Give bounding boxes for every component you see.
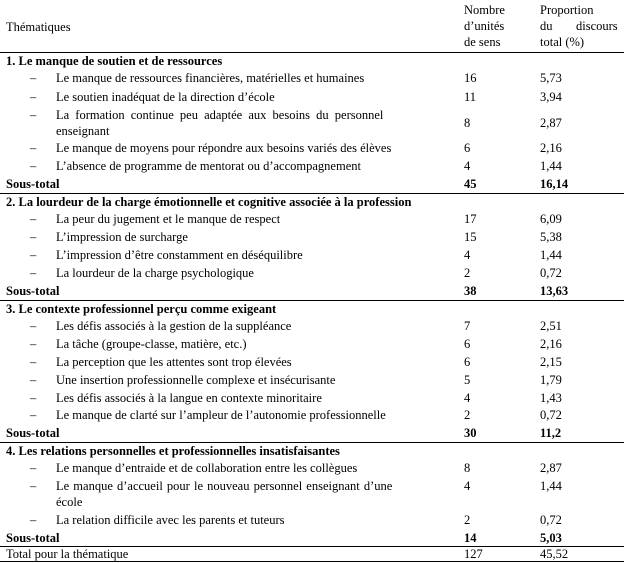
subtotal-count: 30 <box>464 426 477 440</box>
header-count-line2: d’unités <box>464 19 505 33</box>
item-label: L’absence de programme de mentorat ou d’accompagnement <box>56 159 361 173</box>
bullet-dash: – <box>30 355 37 369</box>
item-percent: 1,79 <box>540 373 562 387</box>
header-rule <box>0 52 624 53</box>
item-label-line1: La formation continue peu adaptée aux besoins du personnel <box>56 108 384 122</box>
bullet-dash: – <box>30 71 37 85</box>
bullet-dash: – <box>30 159 37 173</box>
item-count: 6 <box>464 355 471 369</box>
item-percent: 1,44 <box>540 248 562 262</box>
item-label: La lourdeur de la charge psychologique <box>56 266 254 280</box>
item-label: La perception que les attentes sont trop élevées <box>56 355 292 369</box>
subtotal-count: 38 <box>464 284 477 298</box>
subtotal-label: Sous-total <box>6 426 60 440</box>
section-title: 2. La lourdeur de la charge émotionnelle et cognitive associée à la profession <box>6 195 412 209</box>
item-percent: 6,09 <box>540 212 562 226</box>
header-prop-line3: total (%) <box>540 35 585 49</box>
item-label: Le manque de moyens pour répondre aux besoins variés des élèves <box>56 141 392 155</box>
item-percent: 2,51 <box>540 319 562 333</box>
header-prop-line2a: du <box>540 19 553 33</box>
bullet-dash: – <box>30 212 37 226</box>
total-percent: 45,52 <box>540 547 569 561</box>
item-percent: 1,44 <box>540 479 562 493</box>
item-label: Le manque de ressources financières, matérielles et humaines <box>56 71 365 85</box>
item-count: 7 <box>464 319 471 333</box>
item-label: La tâche (groupe-classe, matière, etc.) <box>56 337 247 351</box>
subtotal-count: 14 <box>464 531 477 545</box>
item-percent: 1,43 <box>540 391 562 405</box>
item-count: 6 <box>464 337 471 351</box>
item-count: 2 <box>464 513 471 527</box>
item-count: 15 <box>464 230 477 244</box>
item-label: Une insertion professionnelle complexe et insécurisante <box>56 373 336 387</box>
item-count: 4 <box>464 159 471 173</box>
item-label: L’impression de surcharge <box>56 230 188 244</box>
bullet-dash: – <box>30 513 37 527</box>
bullet-dash: – <box>30 108 37 122</box>
item-percent: 3,94 <box>540 90 562 104</box>
item-label: Les défis associés à la gestion de la suppléance <box>56 319 292 333</box>
item-label: La relation difficile avec les parents et tuteurs <box>56 513 285 527</box>
item-label-line1: Le manque d’accueil pour le nouveau personnel enseignant d’une <box>56 479 393 493</box>
subtotal-percent: 5,03 <box>540 531 562 545</box>
item-percent: 0,72 <box>540 408 562 422</box>
section-rule <box>0 442 624 443</box>
bullet-dash: – <box>30 408 37 422</box>
item-count: 6 <box>464 141 471 155</box>
item-label: Le manque d’entraide et de collaboration entre les collègues <box>56 461 358 475</box>
bullet-dash: – <box>30 248 37 262</box>
item-percent: 2,16 <box>540 337 562 351</box>
section-title: 1. Le manque de soutien et de ressources <box>6 54 223 68</box>
bullet-dash: – <box>30 479 37 493</box>
header-prop-line1: Proportion <box>540 3 594 17</box>
item-count: 11 <box>464 90 477 104</box>
item-label: Le manque de clarté sur l’ampleur de l’autonomie professionnelle <box>56 408 386 422</box>
item-percent: 5,38 <box>540 230 562 244</box>
item-count: 17 <box>464 212 477 226</box>
total-count: 127 <box>464 547 483 561</box>
bullet-dash: – <box>30 461 37 475</box>
item-percent: 0,72 <box>540 513 562 527</box>
total-label: Total pour la thématique <box>6 547 129 561</box>
bullet-dash: – <box>30 337 37 351</box>
item-label: L’impression d’être constamment en déséquilibre <box>56 248 303 262</box>
item-percent: 2,16 <box>540 141 562 155</box>
item-label: Les défis associés à la langue en contexte minoritaire <box>56 391 322 405</box>
bullet-dash: – <box>30 230 37 244</box>
bullet-dash: – <box>30 391 37 405</box>
bottom-rule <box>0 561 624 562</box>
header-prop-line2b: discours <box>576 19 618 33</box>
item-count: 2 <box>464 266 471 280</box>
item-label: Le soutien inadéquat de la direction d’école <box>56 90 275 104</box>
section-title: 3. Le contexte professionnel perçu comme exigeant <box>6 302 277 316</box>
item-label: La peur du jugement et le manque de respect <box>56 212 281 226</box>
bullet-dash: – <box>30 266 37 280</box>
item-count: 4 <box>464 248 471 262</box>
item-count: 5 <box>464 373 471 387</box>
item-label-line2: enseignant <box>56 124 110 138</box>
item-percent: 2,87 <box>540 461 562 475</box>
section-rule <box>0 193 624 194</box>
subtotal-label: Sous-total <box>6 531 60 545</box>
item-percent: 2,87 <box>540 116 562 130</box>
item-count: 2 <box>464 408 471 422</box>
item-percent: 2,15 <box>540 355 562 369</box>
subtotal-percent: 16,14 <box>540 177 569 191</box>
subtotal-count: 45 <box>464 177 477 191</box>
item-count: 16 <box>464 71 477 85</box>
header-count-line1: Nombre <box>464 3 505 17</box>
item-percent: 1,44 <box>540 159 562 173</box>
header-count-line3: de sens <box>464 35 501 49</box>
item-count: 8 <box>464 461 471 475</box>
bullet-dash: – <box>30 90 37 104</box>
bullet-dash: – <box>30 141 37 155</box>
item-label-line2: école <box>56 495 83 509</box>
section-rule <box>0 300 624 301</box>
section-title: 4. Les relations personnelles et professionnelles insatisfaisantes <box>6 444 340 458</box>
subtotal-label: Sous-total <box>6 284 60 298</box>
subtotal-percent: 11,2 <box>540 426 562 440</box>
item-count: 4 <box>464 391 471 405</box>
item-percent: 5,73 <box>540 71 562 85</box>
bullet-dash: – <box>30 319 37 333</box>
bullet-dash: – <box>30 373 37 387</box>
header-thematic: Thématiques <box>6 20 71 34</box>
subtotal-label: Sous-total <box>6 177 60 191</box>
item-percent: 0,72 <box>540 266 562 280</box>
item-count: 4 <box>464 479 471 493</box>
item-count: 8 <box>464 116 471 130</box>
subtotal-percent: 13,63 <box>540 284 569 298</box>
